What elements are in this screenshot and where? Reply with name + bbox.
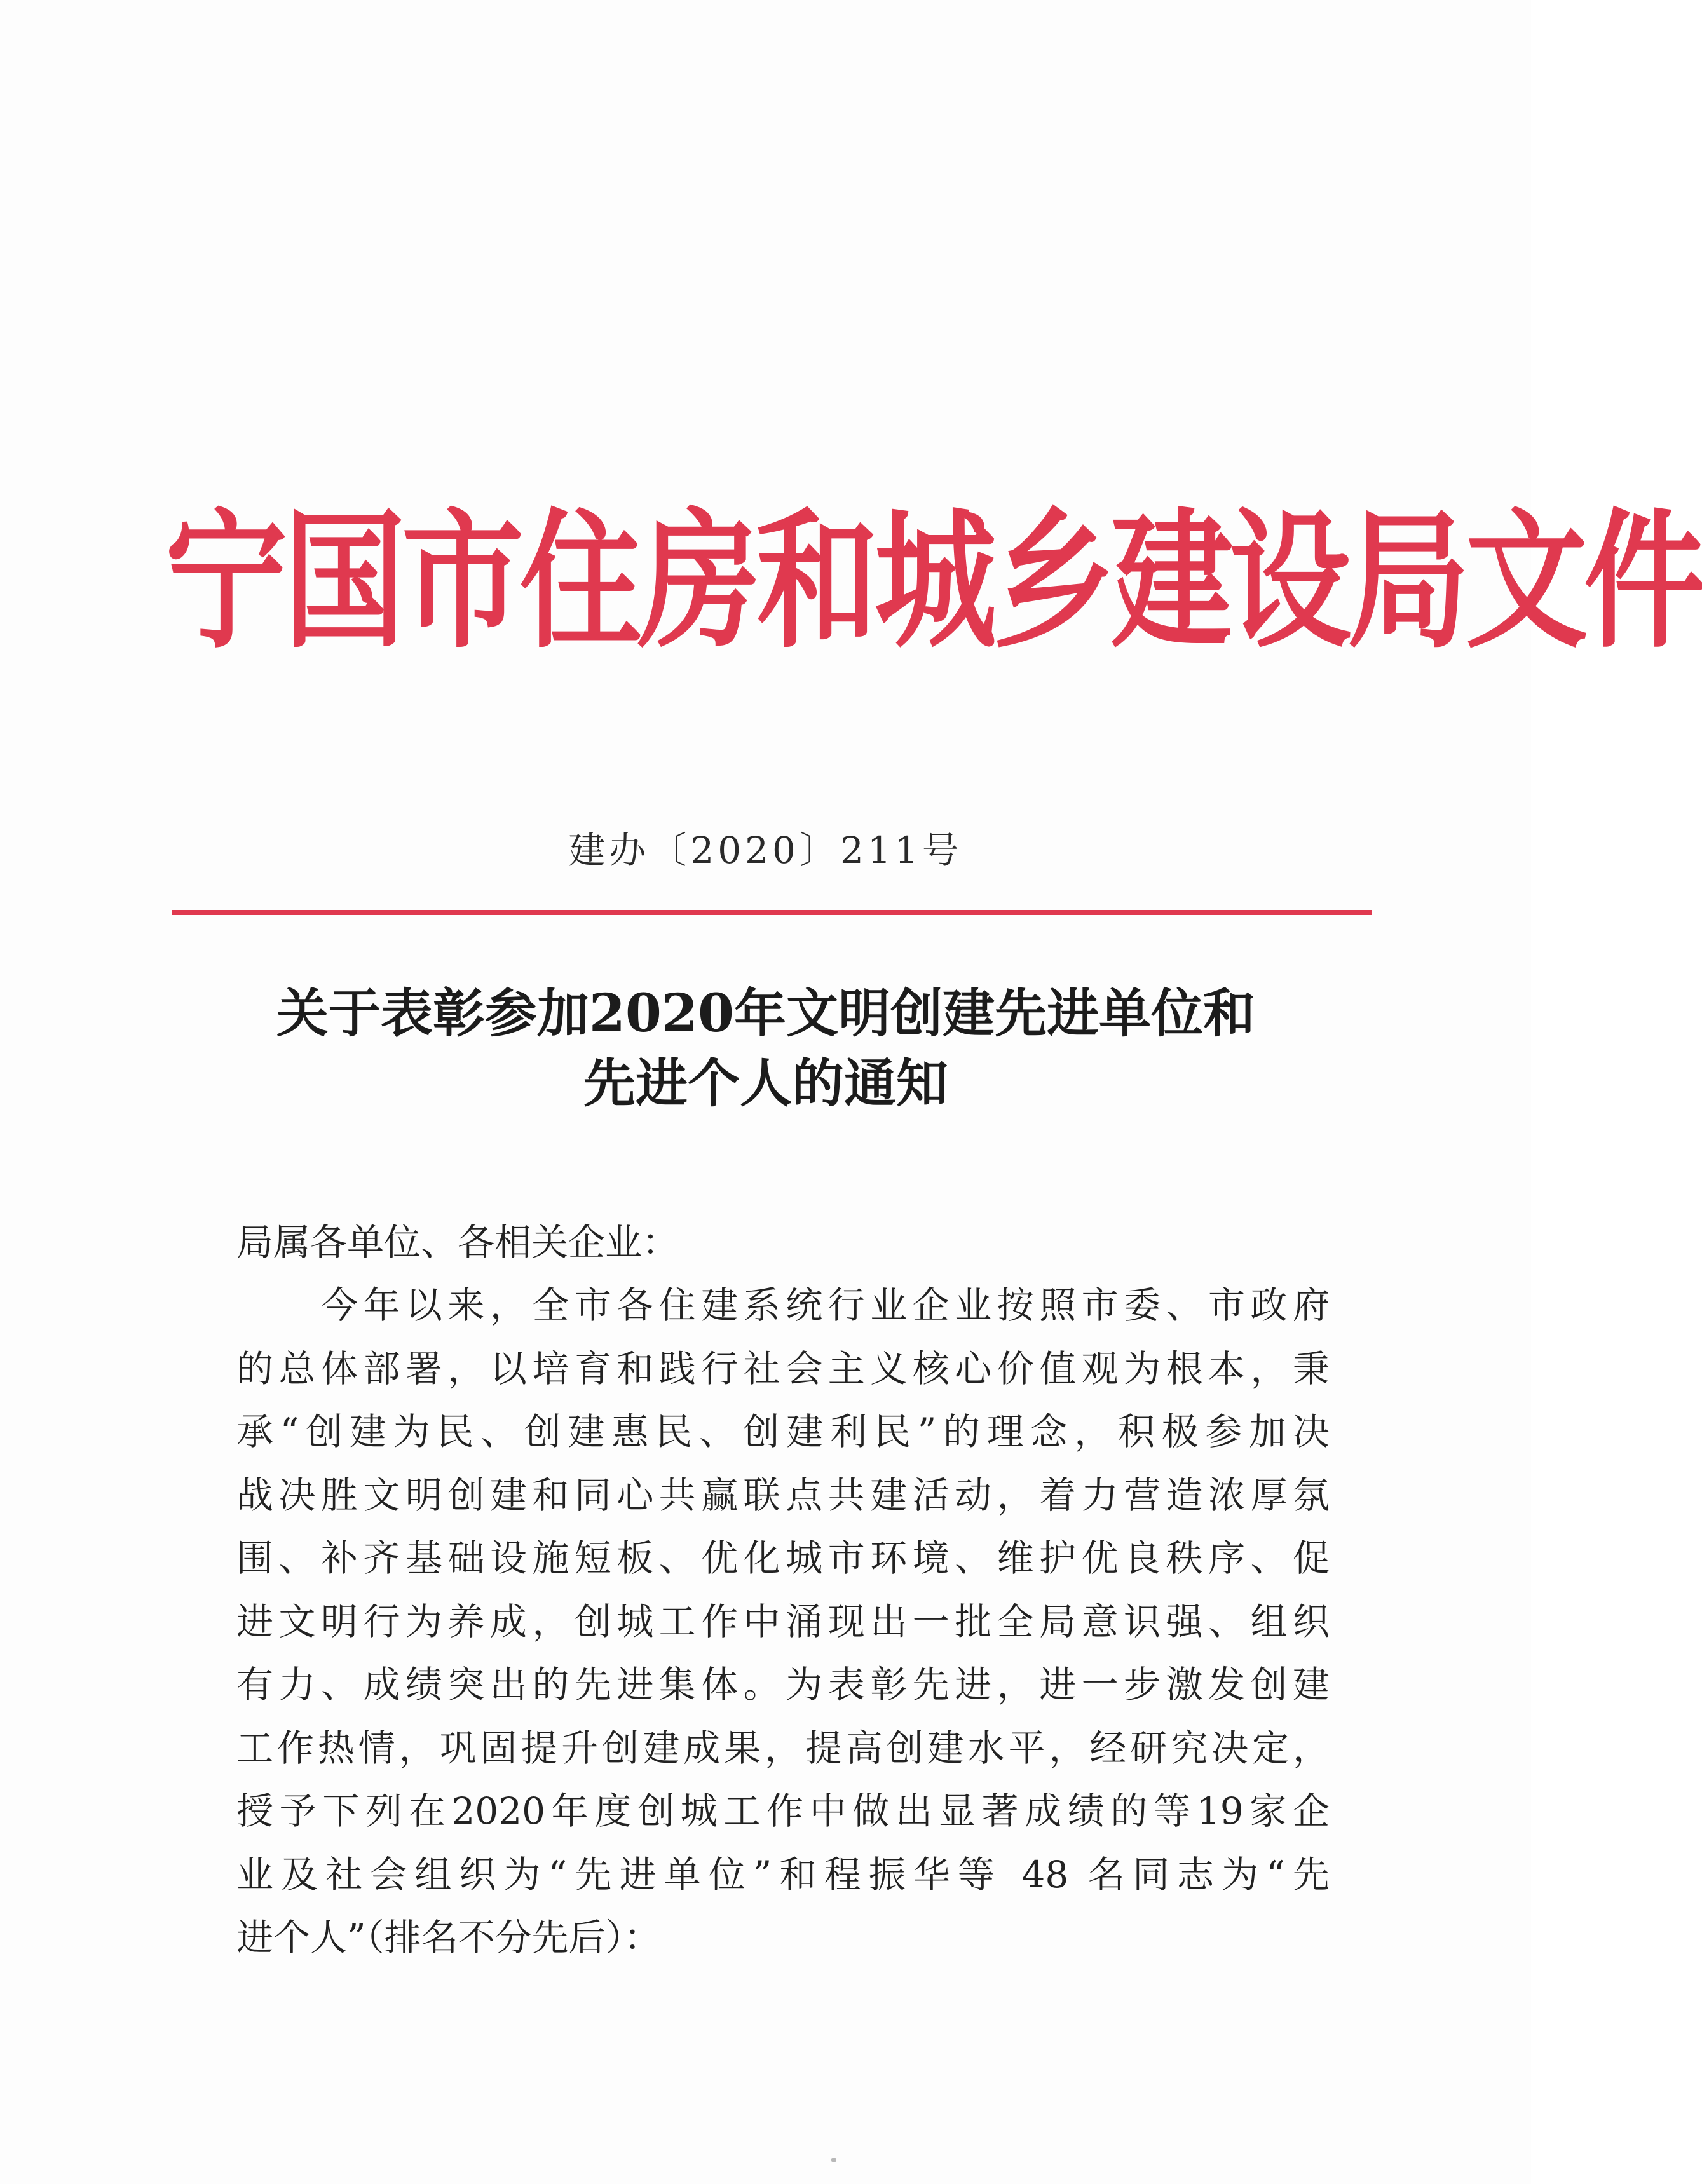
notice-title-line-2: 先进个人的通知: [583, 1053, 948, 1114]
body-line: 工作热情，巩固提升创建成果，提高创建水平，经研究决定，: [236, 1726, 1330, 1770]
body-line: 承“创建为民、创建惠民、创建利民”的理念，积极参加决: [236, 1410, 1330, 1453]
body-line: 授予下列在2020年度创城工作中做出显著成绩的等19家企: [236, 1789, 1330, 1833]
scan-artifact: [831, 2158, 836, 2162]
body-line: 进文明行为养成，创城工作中涌现出一批全局意识强、组织: [236, 1599, 1330, 1643]
red-separator-line: [172, 910, 1372, 915]
body-line: 战决胜文明创建和同心共赢联点共建活动，着力营造浓厚氛: [236, 1473, 1330, 1517]
notice-title-line-1: 关于表彰参加2020年文明创建先进单位和: [276, 983, 1256, 1044]
body-line: 的总体部署，以培育和践行社会主义核心价值观为根本，秉: [236, 1346, 1330, 1390]
body-line: 有力、成绩突出的先进集体。为表彰先进，进一步激发创建: [236, 1663, 1330, 1706]
body-paragraph: [236, 1274, 1330, 1970]
body-line: 围、补齐基础设施短板、优化城市环境、维护优良秩序、促: [236, 1536, 1330, 1580]
body-line: 进个人”（排名不分先后）：: [236, 1916, 661, 1959]
document-number: 建办〔2020〕211号: [568, 829, 963, 872]
body-line: 业及社会组织为“先进单位”和程振华等 48 名同志为“先: [236, 1852, 1330, 1896]
body-line: 今年以来，全市各住建系统行业企业按照市委、市政府: [236, 1284, 1330, 1327]
salutation: 局属各单位、各相关企业：: [236, 1221, 679, 1264]
issuing-authority-header: 宁国市住房和城乡建设局文件: [165, 494, 1702, 669]
notice-title: [159, 979, 1373, 1118]
